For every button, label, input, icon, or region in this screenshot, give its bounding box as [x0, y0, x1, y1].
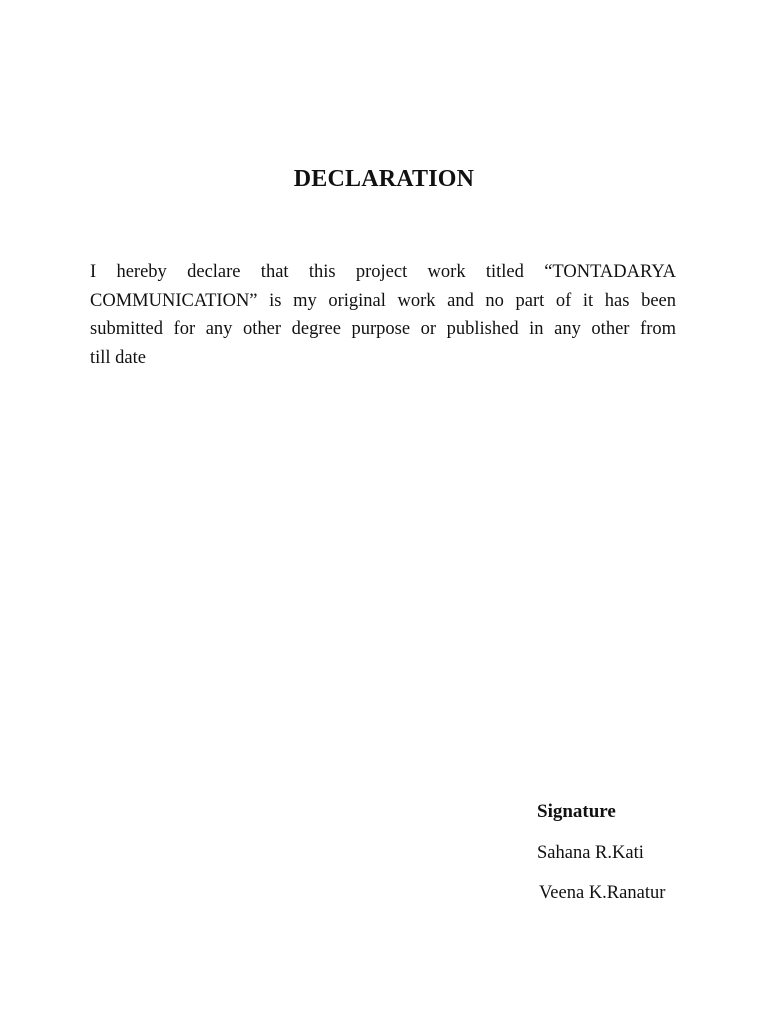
signature-heading: Signature	[537, 801, 616, 822]
paragraph-line: submitted for any other degree purpose or published in any other from	[90, 319, 676, 339]
signatory-name: Sahana R.Kati	[537, 843, 644, 863]
paragraph-line: till date	[90, 347, 146, 368]
signature-block	[537, 798, 757, 907]
page-title: DECLARATION	[293, 166, 475, 192]
paragraph-line: I hereby declare that this project work titled “TONTADARYA	[90, 262, 676, 282]
paragraph-line: COMMUNICATION” is my original work and no part of it has been	[90, 290, 676, 311]
signatory-name: Veena K.Ranatur	[539, 883, 666, 903]
declaration-paragraph	[90, 258, 676, 372]
